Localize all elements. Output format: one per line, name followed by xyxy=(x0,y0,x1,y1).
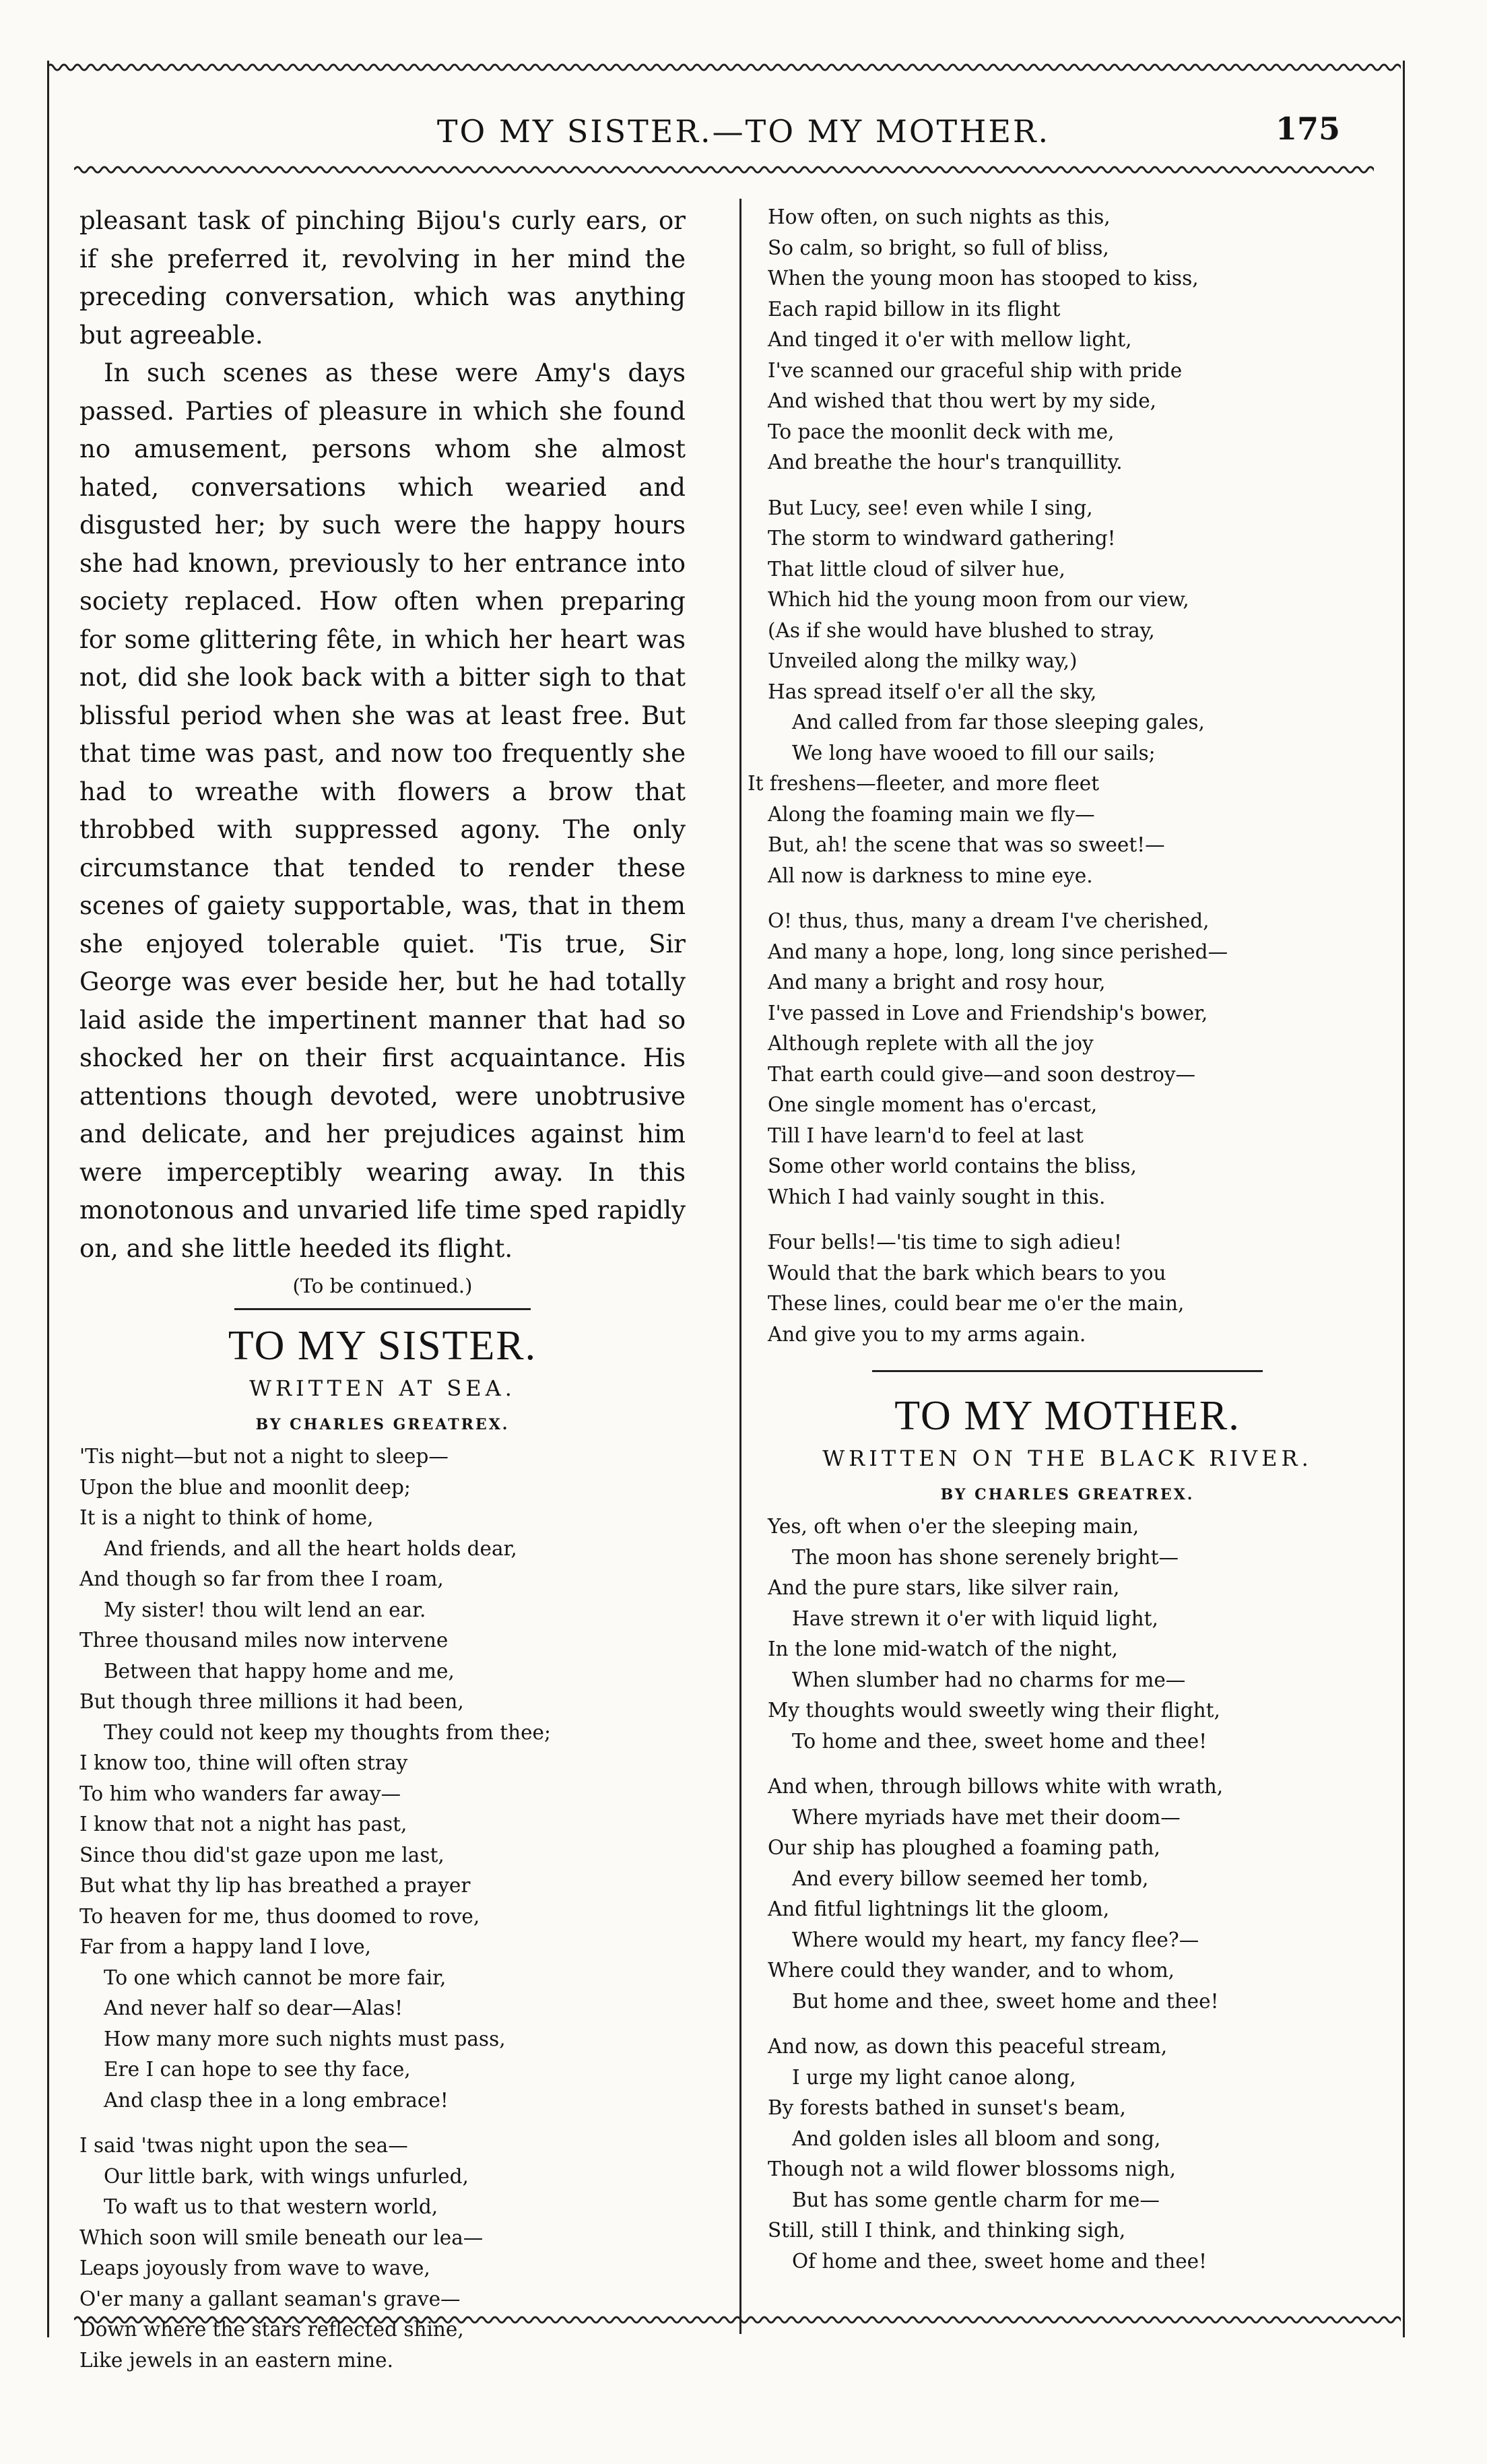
poem-line: And never half so dear—Alas! xyxy=(104,1997,403,2019)
poem-line: And every billow seemed her tomb, xyxy=(792,1867,1149,1890)
prose-paragraph: pleasant task of pinching Bijou's curly ears, or if she preferred it, revolving in her mind the preceding conversation, which was anything but agreeable. xyxy=(79,206,686,350)
poem-line: All now is darkness to mine eye. xyxy=(768,864,1093,887)
poem-byline: BY CHARLES GREATREX. xyxy=(940,1486,1195,1503)
poem-line: When slumber had no charms for me— xyxy=(792,1668,1186,1691)
poem-line: By forests bathed in sunset's beam, xyxy=(768,2096,1126,2119)
stanza xyxy=(79,1441,686,2116)
poem-continued-body xyxy=(748,202,1367,1350)
stanza xyxy=(768,202,1367,478)
poem-line: Along the foaming main we fly— xyxy=(768,802,1095,826)
poem-line: But has some gentle charm for me— xyxy=(792,2188,1160,2211)
poem-line: Where myriads have met their doom— xyxy=(792,1805,1181,1829)
poem-line: And breathe the hour's tranquillity. xyxy=(768,451,1123,474)
poem-line: My thoughts would sweetly wing their flight, xyxy=(768,1699,1220,1722)
top-wavy-rule xyxy=(47,59,1401,75)
section-rule xyxy=(234,1308,531,1310)
poem-line: Which I had vainly sought in this. xyxy=(768,1185,1106,1208)
header-wavy-rule xyxy=(74,162,1374,178)
poem-line: Far from a happy land I love, xyxy=(79,1935,372,1958)
poem-line: Like jewels in an eastern mine. xyxy=(79,2348,393,2372)
poem-line: 'Tis night—but not a night to sleep— xyxy=(79,1445,449,1468)
poem-line: How many more such nights must pass, xyxy=(104,2027,506,2050)
stanza xyxy=(79,2131,686,2376)
poem-line: And the pure stars, like silver rain, xyxy=(768,1576,1120,1599)
poem-body xyxy=(79,1441,686,2376)
page-number: 175 xyxy=(1275,110,1340,147)
poem-line: It freshens—fleeter, and more fleet xyxy=(748,772,1100,795)
poem-line: Unveiled along the milky way,) xyxy=(768,649,1078,672)
left-column xyxy=(79,202,686,2391)
poem-line: To heaven for me, thus doomed to rove, xyxy=(79,1904,480,1928)
stanza xyxy=(768,1227,1367,1350)
poem-line: Between that happy home and me, xyxy=(104,1659,455,1683)
poem-line: We long have wooed to fill our sails; xyxy=(792,741,1156,765)
poem-line: But, ah! the scene that was so sweet!— xyxy=(768,833,1165,856)
poem-line: Some other world contains the bliss, xyxy=(768,1155,1137,1177)
poem-line: I've scanned our graceful ship with pride xyxy=(768,358,1183,382)
poem-line: Each rapid billow in its flight xyxy=(768,297,1061,321)
poem-line: And tinged it o'er with mellow light, xyxy=(768,328,1132,351)
poem-line: Upon the blue and moonlit deep; xyxy=(79,1475,411,1499)
poem-line: The storm to windward gathering! xyxy=(768,527,1116,550)
poem-line: And many a bright and rosy hour, xyxy=(768,971,1106,994)
poem-line: And many a hope, long, long since perished— xyxy=(768,940,1228,963)
poem-line: They could not keep my thoughts from thee; xyxy=(104,1720,551,1744)
poem-byline: BY CHARLES GREATREX. xyxy=(255,1416,510,1433)
poem-line: I know too, thine will often stray xyxy=(79,1751,408,1774)
column-divider xyxy=(739,199,741,2334)
poem-subtitle: WRITTEN AT SEA. xyxy=(249,1375,516,1401)
poem-line: But what thy lip has breathed a prayer xyxy=(79,1874,471,1897)
poem-line: These lines, could bear me o'er the main, xyxy=(768,1292,1185,1315)
poem-line: And fitful lightnings lit the gloom, xyxy=(768,1898,1110,1920)
poem-line: And friends, and all the heart holds dear, xyxy=(104,1536,517,1560)
running-head: TO MY SISTER.—TO MY MOTHER. xyxy=(436,113,1051,150)
poem-line: I know that not a night has past, xyxy=(79,1813,407,1836)
poem-line: Would that the bark which bears to you xyxy=(768,1261,1166,1285)
stanza xyxy=(748,493,1367,892)
poem-line: And wished that thou wert by my side, xyxy=(768,389,1157,412)
poem-line: How often, on such nights as this, xyxy=(768,205,1111,228)
poem-line: That earth could give—and soon destroy— xyxy=(768,1062,1196,1086)
poem-line: Where could they wander, and to whom, xyxy=(768,1959,1175,1982)
poem-line: And golden isles all bloom and song, xyxy=(792,2127,1161,2150)
poem-line: Four bells!—'tis time to sigh adieu! xyxy=(768,1231,1122,1254)
poem-title: TO MY SISTER. xyxy=(228,1323,537,1369)
poem-line: Have strewn it o'er with liquid light, xyxy=(792,1607,1158,1630)
poem-line: And called from far those sleeping gales, xyxy=(792,711,1205,734)
poem-line: Our ship has ploughed a foaming path, xyxy=(768,1836,1160,1859)
poem-line: Leaps joyously from wave to wave, xyxy=(79,2257,430,2279)
poem-line: Ere I can hope to see thy face, xyxy=(104,2058,411,2081)
poem-line: Although replete with all the joy xyxy=(768,1032,1094,1055)
poem-line: To him who wanders far away— xyxy=(79,1782,401,1805)
poem-line: One single moment has o'ercast, xyxy=(768,1093,1098,1116)
poem-line: Which hid the young moon from our view, xyxy=(768,588,1189,611)
poem-line: Till I have learn'd to feel at last xyxy=(768,1124,1084,1147)
poem-body xyxy=(768,1512,1367,2277)
poem-line: It is a night to think of home, xyxy=(79,1506,374,1529)
poem-line: But home and thee, sweet home and thee! xyxy=(792,1989,1219,2013)
poem-line: Which soon will smile beneath our lea— xyxy=(79,2226,484,2249)
poem-line: And give you to my arms again. xyxy=(768,1322,1086,1346)
poem-line: In the lone mid-watch of the night, xyxy=(768,1638,1118,1660)
poem-subtitle: WRITTEN ON THE BLACK RIVER. xyxy=(822,1446,1313,1471)
poem-line: I've passed in Love and Friendship's bower, xyxy=(768,1001,1208,1025)
poem-line: So calm, so bright, so full of bliss, xyxy=(768,236,1109,259)
poem-line: I urge my light canoe along, xyxy=(792,2065,1076,2089)
poem-line: And when, through billows white with wrath, xyxy=(768,1775,1224,1798)
poem-line: Since thou did'st gaze upon me last, xyxy=(79,1843,444,1867)
poem-line: My sister! thou wilt lend an ear. xyxy=(104,1598,426,1621)
poem-line: And clasp thee in a long embrace! xyxy=(104,2088,449,2112)
poem-line: Has spread itself o'er all the sky, xyxy=(768,680,1097,703)
poem-line: Where would my heart, my fancy flee?— xyxy=(792,1928,1199,1951)
poem-line: And though so far from thee I roam, xyxy=(79,1567,444,1590)
poem-line: I said 'twas night upon the sea— xyxy=(79,2134,408,2157)
stanza xyxy=(768,1512,1367,1757)
continued-note: (To be continued.) xyxy=(292,1274,473,1297)
poem-line: That little cloud of silver hue, xyxy=(768,557,1065,581)
poem-line: O! thus, thus, many a dream I've cherished, xyxy=(768,909,1210,932)
poem-line: To pace the moonlit deck with me, xyxy=(768,420,1115,443)
stanza xyxy=(768,1772,1367,2017)
poem-line: (As if she would have blushed to stray, xyxy=(768,618,1155,642)
poem-title: TO MY MOTHER. xyxy=(894,1393,1241,1439)
right-column xyxy=(748,202,1367,2292)
poem-line: When the young moon has stooped to kiss, xyxy=(768,267,1199,290)
section-rule xyxy=(872,1370,1263,1372)
poem-line: But Lucy, see! even while I sing, xyxy=(768,496,1093,519)
stanza xyxy=(768,2032,1367,2277)
prose-paragraph: In such scenes as these were Amy's days passed. Parties of pleasure in which she found no amusement, persons whom she almost hated, conversations which wearied and disgusted her; by such were the happy hours she had known, previously to her entrance into society replaced. How often when preparing for some glittering fête, in which her heart was not, did she look back with a bitter sigh to that blissful period when she was at least free. But that time was past, and now too frequently she had to wreathe with flowers a brow that throbbed with suppressed agony. The only circumstance that tended to render these scenes of gaiety supportable, was, that in them she enjoyed tolerable quiet. 'Tis true, Sir George was ever beside her, but he had totally laid aside the impertinent manner that had so shocked her on their first acquaintance. His attentions though devoted, were unobtrusive and delicate, and her prejudices against him were imperceptibly wearing away. In this monotonous and unvaried life time sped rapidly on, and she little heeded its flight. xyxy=(79,358,686,1263)
poem-line: Still, still I think, and thinking sigh, xyxy=(768,2219,1126,2242)
poem-line: But though three millions it had been, xyxy=(79,1690,464,1713)
poem-line: To waft us to that western world, xyxy=(104,2195,438,2218)
poem-line: Our little bark, with wings unfurled, xyxy=(104,2164,469,2188)
poem-line: The moon has shone serenely bright— xyxy=(792,1545,1179,1569)
poem-line: Of home and thee, sweet home and thee! xyxy=(792,2249,1207,2273)
poem-line: Three thousand miles now intervene xyxy=(79,1629,449,1652)
poem-line: O'er many a gallant seaman's grave— xyxy=(79,2287,461,2310)
poem-line: To home and thee, sweet home and thee! xyxy=(792,1729,1208,1753)
poem-line: Though not a wild flower blossoms nigh, xyxy=(768,2158,1176,2180)
poem-line: Yes, oft when o'er the sleeping main, xyxy=(768,1515,1139,1538)
stanza xyxy=(768,906,1367,1212)
poem-line: And now, as down this peaceful stream, xyxy=(768,2035,1168,2058)
poem-line: Down where the stars reflected shine, xyxy=(79,2318,464,2341)
poem-line: To one which cannot be more fair, xyxy=(104,1966,447,1989)
